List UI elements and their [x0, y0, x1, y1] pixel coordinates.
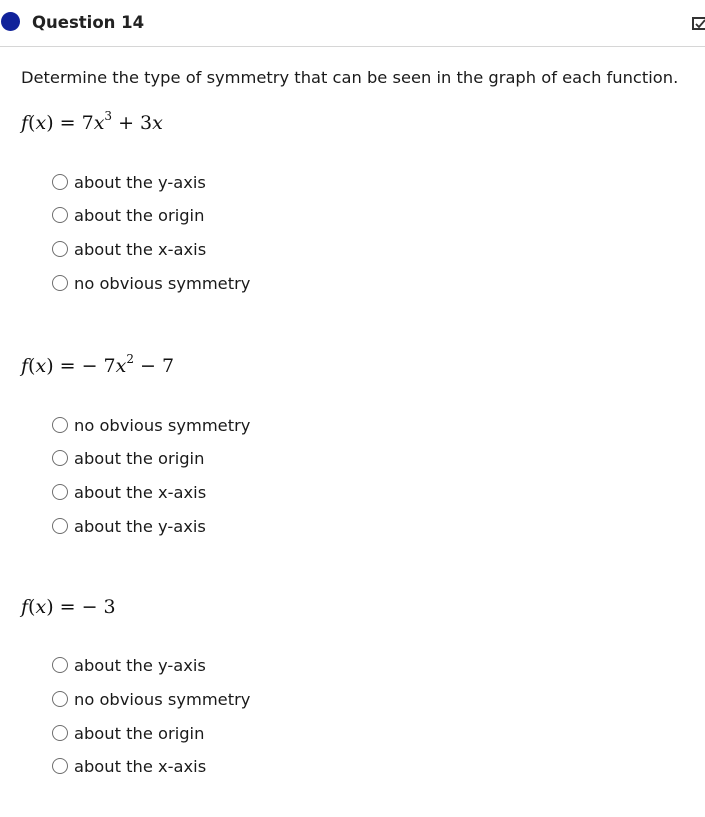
- option-label: about the x-axis: [74, 756, 207, 776]
- option-label: no obvious symmetry: [74, 415, 251, 435]
- option-label: about the y-axis: [74, 172, 206, 192]
- option-label: no obvious symmetry: [74, 689, 251, 709]
- option-3-2[interactable]: [52, 689, 250, 709]
- radio-button[interactable]: [52, 174, 68, 190]
- option-3-4[interactable]: [52, 756, 206, 776]
- radio-button[interactable]: [52, 758, 68, 774]
- option-1-4[interactable]: [52, 273, 250, 293]
- option-1-3[interactable]: [52, 239, 206, 259]
- instructions: Determine the type of symmetry that can be seen in the graph of each function.: [21, 68, 679, 87]
- option-2-2[interactable]: [52, 448, 204, 468]
- option-label: about the x-axis: [74, 482, 207, 502]
- option-1-2[interactable]: [52, 205, 204, 225]
- function-2: f(x) = − $7x^2 - 7$: [21, 352, 175, 377]
- radio-button[interactable]: [52, 691, 68, 707]
- function-1: $f(x) = 7x^3 + 3x$: [21, 109, 163, 134]
- option-label: about the origin: [74, 448, 205, 468]
- option-label: about the origin: [74, 723, 205, 743]
- question-header: [0, 0, 705, 47]
- option-2-1[interactable]: [52, 415, 250, 435]
- option-label: about the y-axis: [74, 516, 206, 536]
- option-3-3[interactable]: [52, 723, 204, 743]
- option-3-1[interactable]: [52, 655, 206, 675]
- option-2-4[interactable]: [52, 516, 206, 536]
- function-3: f(x) = − 3: [21, 596, 116, 618]
- radio-button[interactable]: [52, 207, 68, 223]
- option-1-1[interactable]: [52, 172, 206, 192]
- radio-button[interactable]: [52, 450, 68, 466]
- radio-button[interactable]: [52, 417, 68, 433]
- radio-button[interactable]: [52, 275, 68, 291]
- radio-button[interactable]: [52, 657, 68, 673]
- option-label: about the x-axis: [74, 239, 207, 259]
- option-label: no obvious symmetry: [74, 273, 251, 293]
- radio-button[interactable]: [52, 484, 68, 500]
- radio-button[interactable]: [52, 725, 68, 741]
- option-label: about the y-axis: [74, 655, 206, 675]
- option-label: about the origin: [74, 205, 205, 225]
- question-title: Question 14: [32, 13, 145, 32]
- checkbox-icon[interactable]: [692, 17, 705, 30]
- filled-circle-icon: [1, 12, 20, 31]
- radio-button[interactable]: [52, 518, 68, 534]
- option-2-3[interactable]: [52, 482, 206, 502]
- radio-button[interactable]: [52, 241, 68, 257]
